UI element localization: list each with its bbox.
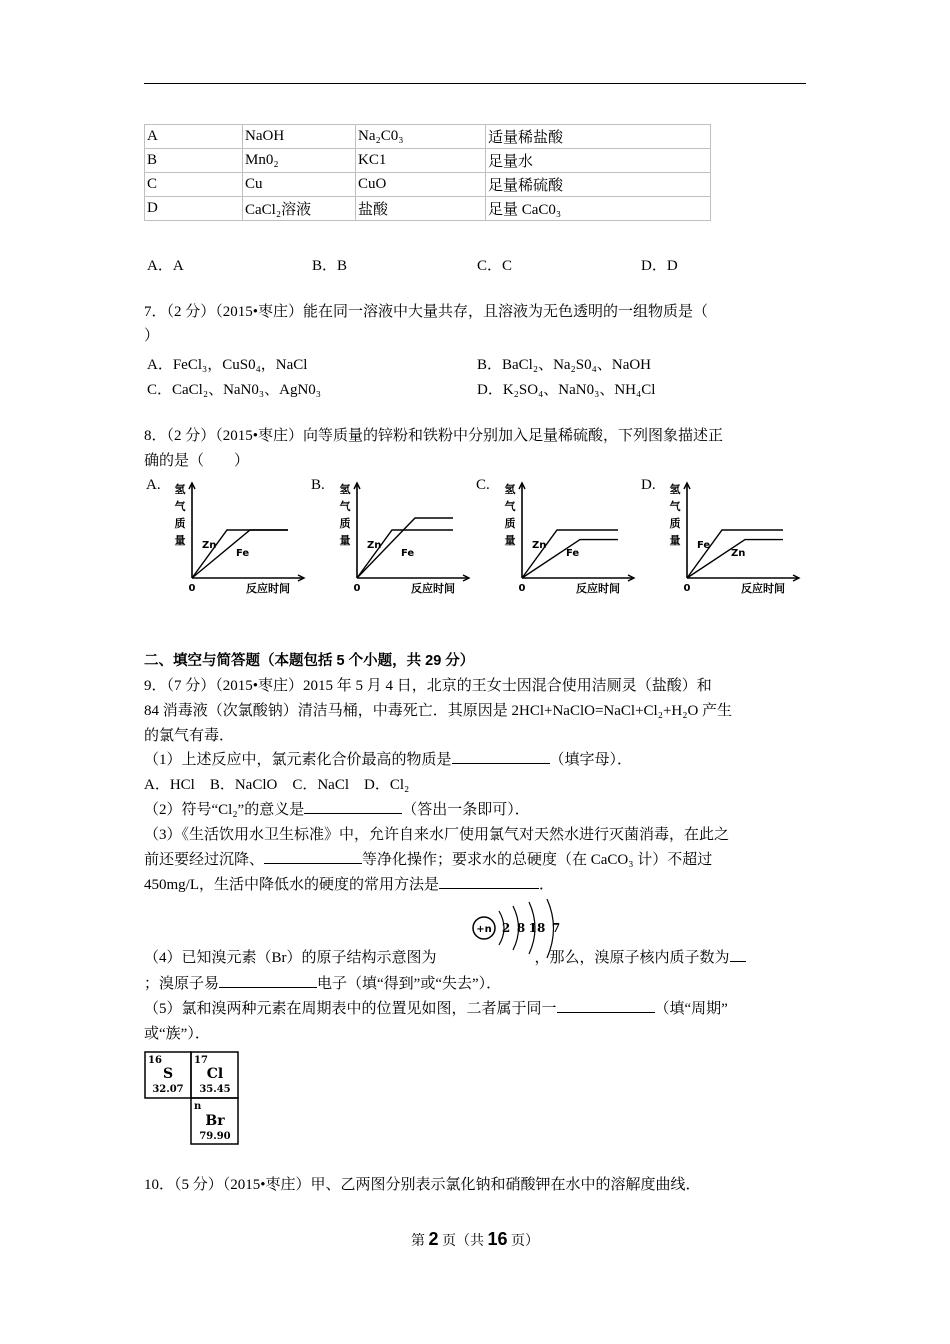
table-row: B Mn0₂ KC1 足量水 bbox=[145, 149, 711, 173]
table-row: C Cu CuO 足量稀硫酸 bbox=[145, 173, 711, 197]
element-s-number: 16 bbox=[148, 1055, 162, 1066]
series-label-top: Zn bbox=[367, 540, 382, 551]
q9-part-5-end: 或“族”）． bbox=[144, 1026, 210, 1042]
q9-part-3-cont: 前还要经过沉降、 等净化操作；要求水的总硬度（在 CaCO₃ 计）不超过 bbox=[144, 849, 712, 871]
y-axis-label-char: 氢 bbox=[339, 483, 351, 496]
y-axis-label-char: 量 bbox=[504, 534, 516, 547]
q9-line-1: 9．（7 分）（2015•枣庄）2015 年 5 月 4 日，北京的王女士因混合使用洁厕灵（盐酸）和 bbox=[144, 678, 712, 694]
q8-chart-a bbox=[146, 477, 290, 595]
x-axis-label: 反应时间 bbox=[576, 582, 620, 595]
element-br-number: n bbox=[194, 1101, 202, 1112]
answer-blank[interactable] bbox=[219, 973, 317, 988]
q6-option-a: A．A bbox=[147, 258, 184, 274]
q9-line-2: 84 消毒液（次氯酸钠）清洁马桶，中毒死亡．其原因是 2HCl+NaClO=NaCl+Cl₂+H₂O 产生 bbox=[144, 703, 733, 719]
x-axis-label: 反应时间 bbox=[741, 582, 785, 595]
q7-option-b: B．BaCl₂、Na₂S0₄、NaOH bbox=[477, 357, 652, 373]
q6-option-b: B．B bbox=[312, 258, 348, 274]
answer-blank[interactable] bbox=[452, 749, 550, 764]
page-total: 16 bbox=[487, 1229, 508, 1249]
q8-chart-d bbox=[641, 477, 785, 595]
q6-option-d: D．D bbox=[641, 258, 678, 274]
y-axis-label-char: 氢 bbox=[174, 483, 186, 496]
chart-option-label: A. bbox=[146, 477, 161, 493]
q7-stem-end: ） bbox=[144, 328, 160, 344]
chart-svg bbox=[329, 479, 494, 601]
q8-stem-end: 确的是（ ） bbox=[144, 453, 250, 469]
origin-label: 0 bbox=[188, 583, 196, 594]
q10-stem: 10．（5 分）（2015•枣庄）甲、乙两图分别表示氯化钠和硝酸钾在水中的溶解度曲线． bbox=[144, 1177, 701, 1193]
y-axis-label-char: 量 bbox=[669, 534, 681, 547]
shell-4: 7 bbox=[551, 921, 561, 935]
y-axis-label-char: 气 bbox=[504, 500, 516, 513]
element-br-mass: 79.90 bbox=[199, 1131, 231, 1142]
chart-option-label: C. bbox=[476, 477, 490, 493]
shell-2: 8 bbox=[516, 921, 526, 935]
answer-blank[interactable] bbox=[730, 947, 746, 962]
q9-part-3: （3）《生活饮用水卫生标准》中，允许自来水厂使用氯气对天然水进行灭菌消毒，在此之 bbox=[144, 827, 730, 843]
chart-option-label: B. bbox=[311, 477, 325, 493]
series-label-bottom: Zn bbox=[731, 548, 746, 559]
y-axis-label-char: 质 bbox=[669, 517, 681, 530]
q9-part-4: （4）已知溴元素（Br）的原子结构示意图为 ，那么，溴原子核内质子数为 bbox=[144, 947, 746, 969]
shell-3: 18 bbox=[528, 921, 546, 935]
answer-blank[interactable] bbox=[439, 874, 539, 889]
chart-option-label: D. bbox=[641, 477, 656, 493]
element-s-mass: 32.07 bbox=[152, 1084, 184, 1095]
series-label-top: Zn bbox=[202, 540, 217, 551]
answer-blank[interactable] bbox=[557, 998, 655, 1013]
series-label-top: Fe bbox=[697, 540, 711, 551]
header-rule bbox=[144, 83, 806, 84]
origin-label: 0 bbox=[353, 583, 361, 594]
y-axis-label-char: 氢 bbox=[669, 483, 681, 496]
x-axis-label: 反应时间 bbox=[246, 582, 290, 595]
table-row: A NaOH Na₂C0₃ 适量稀盐酸 bbox=[145, 125, 711, 149]
answer-blank[interactable] bbox=[304, 799, 402, 814]
q7-option-a: A．FeCl₃，CuS0₄，NaCl bbox=[147, 357, 308, 373]
element-s-symbol: S bbox=[162, 1066, 174, 1082]
periodic-table-fragment bbox=[144, 1051, 242, 1147]
q9-part-2: （2）符号“Cl₂”的意义是 （答出一条即可）． bbox=[144, 799, 530, 821]
page-footer: 第 2 页（共 16 页） bbox=[410, 1229, 540, 1249]
element-br-symbol: Br bbox=[205, 1113, 225, 1129]
shell-1: 2 bbox=[501, 921, 511, 935]
element-cl-number: 17 bbox=[194, 1055, 208, 1066]
y-axis-label-char: 气 bbox=[174, 500, 186, 513]
section-title: 二、填空与简答题（本题包括 5 个小题，共 29 分） bbox=[144, 653, 475, 669]
chart-svg bbox=[164, 479, 329, 601]
series-label-bottom: Fe bbox=[566, 548, 580, 559]
nucleus-label: +n bbox=[476, 924, 492, 935]
table-row: D CaCl₂溶液 盐酸 足量 CaC0₃ bbox=[145, 197, 711, 221]
q7-option-c: C．CaCl₂、NaN0₃、AgN0₃ bbox=[147, 382, 322, 398]
chart-svg bbox=[494, 479, 659, 601]
answer-blank[interactable] bbox=[264, 849, 362, 864]
q9-line-3: 的氯气有毒． bbox=[144, 728, 235, 744]
series-label-top: Zn bbox=[532, 540, 547, 551]
x-axis-label: 反应时间 bbox=[411, 582, 455, 595]
y-axis-label-char: 氢 bbox=[504, 483, 516, 496]
q9-part-5: （5）氯和溴两种元素在周期表中的位置见如图，二者属于同一 （填“周期” bbox=[144, 998, 728, 1020]
q9-part-3-end: 450mg/L，生活中降低水的硬度的常用方法是 ． bbox=[144, 874, 554, 896]
y-axis-label-char: 气 bbox=[669, 500, 681, 513]
element-cl-symbol: Cl bbox=[206, 1066, 224, 1082]
q7-option-d: D．K₂SO₄、NaN0₃、NH₄Cl bbox=[477, 382, 656, 398]
chart-svg bbox=[659, 479, 824, 601]
q7-stem: 7．（2 分）（2015•枣庄）能在同一溶液中大量共存，且溶液为无色透明的一组物质是（ bbox=[144, 304, 709, 320]
page-number: 2 bbox=[428, 1229, 439, 1249]
y-axis-label-char: 量 bbox=[339, 534, 351, 547]
q9-part-1-options: A．HCl B．NaClO C．NaCl D．Cl₂ bbox=[144, 777, 410, 793]
q8-stem: 8．（2 分）（2015•枣庄）向等质量的锌粉和铁粉中分别加入足量稀硫酸，下列图象描述正 bbox=[144, 428, 724, 444]
options-table bbox=[144, 124, 711, 221]
series-label-bottom: Fe bbox=[236, 548, 250, 559]
y-axis-label-char: 质 bbox=[504, 517, 516, 530]
element-cl-mass: 35.45 bbox=[199, 1084, 231, 1095]
y-axis-label-char: 气 bbox=[339, 500, 351, 513]
series-label-bottom: Fe bbox=[401, 548, 415, 559]
q9-part-4-cont: ；溴原子易 电子（填“得到”或“失去”）． bbox=[144, 973, 501, 995]
q6-option-c: C．C bbox=[477, 258, 513, 274]
q8-chart-b bbox=[311, 477, 455, 595]
q9-part-1: （1）上述反应中，氯元素化合价最高的物质是 （填字母）． bbox=[144, 749, 632, 771]
origin-label: 0 bbox=[518, 583, 526, 594]
q8-chart-c bbox=[476, 477, 620, 595]
y-axis-label-char: 质 bbox=[339, 517, 351, 530]
origin-label: 0 bbox=[683, 583, 691, 594]
y-axis-label-char: 量 bbox=[174, 534, 186, 547]
y-axis-label-char: 质 bbox=[174, 517, 186, 530]
